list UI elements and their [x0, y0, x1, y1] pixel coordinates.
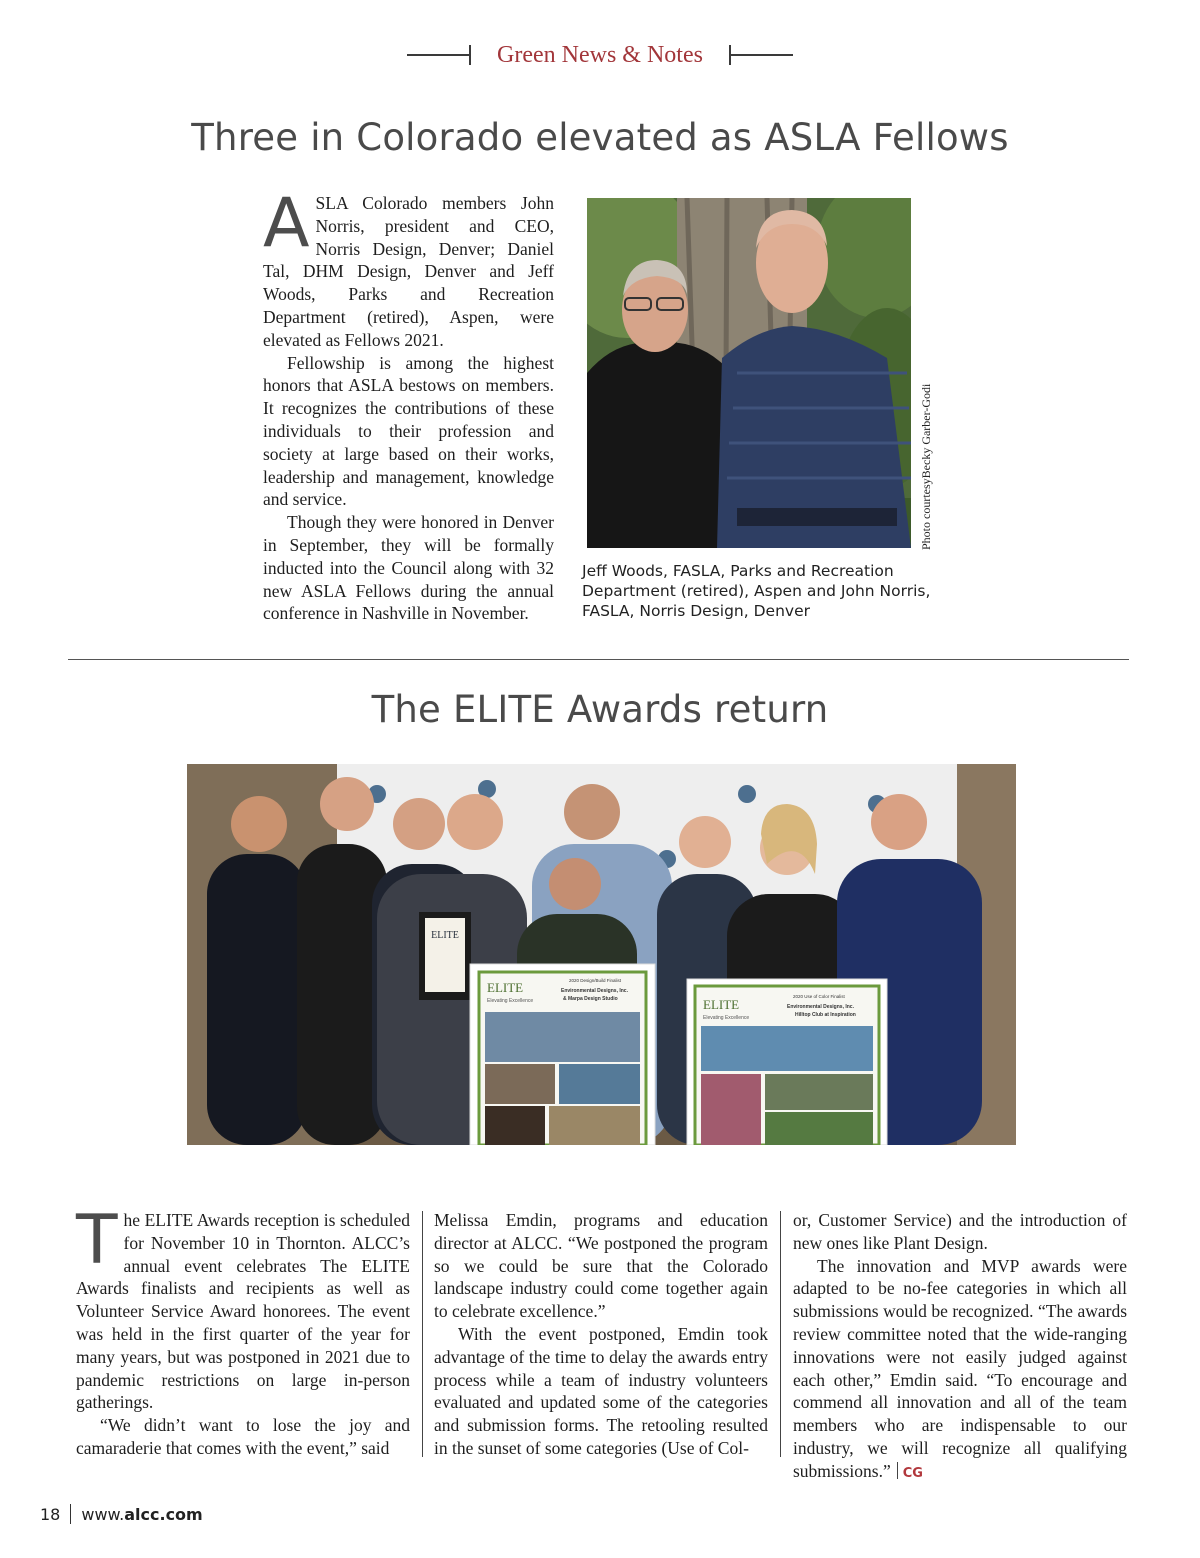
article-body-asla [263, 184, 554, 625]
section-header [0, 38, 1200, 72]
board-left-line1: 2020 Design/Build Finalist [569, 978, 622, 983]
paragraph: Fellowship is among the highest honors that ASLA bestows on members. It recognizes the contributions of these individuals to their profession and society at large based on their works, leadership and management, knowledge and service. [263, 352, 554, 510]
text-column-1 [76, 1201, 410, 1460]
board-left-line2: Environmental Designs, Inc. [561, 988, 628, 994]
article-title-elite: The ELITE Awards return [371, 688, 829, 731]
paragraph: ASLA Colorado members John Norris, president and CEO, Norris Design, Denver; Daniel Tal, DHM Design, Denver and Jeff Woods, Parks and Recreation Department (retired), Aspen, were elevated as Fellows 2021. [263, 184, 554, 350]
footer-site-link[interactable]: alcc.com [124, 1504, 203, 1524]
paragraph: Though they were honored in Denver in September, they will be formally inducted into the Council along with 32 new ASLA Fellows during the annual conference in Nashville in November. [263, 512, 554, 624]
footer-separator [70, 1504, 71, 1524]
photo-credit: Photo courtesyBecky Garber-Godi [919, 383, 933, 550]
header-rule-left [407, 45, 471, 65]
board-right-tag: Elevating Excellence [703, 1015, 750, 1021]
paragraph: or, Customer Service) and the introduction of new ones like Plant Design. [793, 1210, 1127, 1253]
board-left-brand: ELITE [487, 980, 524, 995]
page-footer [40, 1502, 203, 1526]
board-left-tag: Elevating Excellence [487, 998, 534, 1004]
text-column-2 [434, 1209, 768, 1460]
column-rule [422, 1211, 423, 1457]
end-mark-rule [897, 1462, 898, 1479]
photo-fellows [587, 198, 911, 548]
board-right-line3: Hilltop Club at Inspiration [795, 1012, 856, 1018]
drop-cap: A [263, 184, 310, 263]
end-mark: CG [902, 1465, 923, 1481]
drop-cap: T [76, 1201, 118, 1280]
footer-site-prefix: www. [81, 1504, 125, 1524]
board-right-line1: 2020 Use of Color Finalist [793, 994, 845, 999]
paragraph: With the event postponed, Emdin took advantage of the time to delay the awards entry process while a team of industry volunteers evaluated and updated some of the categories and submission forms. The retooling resulted in the sunset of some categories (Use of Col- [434, 1323, 768, 1458]
column-rule [780, 1211, 781, 1457]
article-body-elite [0, 1201, 1200, 1481]
section-title: Green News & Notes [497, 41, 703, 68]
board-left-line3: & Marpa Design Studio [563, 996, 618, 1002]
page-number: 18 [40, 1504, 61, 1524]
text-column-3 [793, 1209, 1127, 1486]
photo-caption: Jeff Woods, FASLA, Parks and Recreation Department (retired), Aspen and John Norris, FASLA, Norris Design, Denver [582, 562, 931, 620]
paragraph: “We didn’t want to lose the joy and camaraderie that comes with the event,” said [76, 1415, 410, 1458]
photo-elite-group [187, 764, 1016, 1145]
board-right-brand: ELITE [703, 997, 740, 1012]
plaque-label: ELITE [431, 930, 459, 941]
article-title-asla: Three in Colorado elevated as ASLA Fellows [191, 116, 1009, 159]
paragraph: Melissa Emdin, programs and education director at ALCC. “We postponed the program so we could be sure that the Colorado landscape industry could come together again to celebrate excellence.” [434, 1210, 768, 1322]
paragraph: The ELITE Awards reception is scheduled for November 10 in Thornton. ALCC’s annual event celebrates The ELITE Awards finalists and recipients as well as Volunteer Service Award honorees. The event was held in the first quarter of the year for many years, but was postponed in 2021 due to pandemic restrictions on large in-person gatherings. [76, 1201, 410, 1413]
header-rule-right [729, 45, 793, 65]
board-right-line2: Environmental Designs, Inc. [787, 1004, 854, 1010]
paragraph: The innovation and MVP awards were adapted to be no-fee categories in which all submissions would be recognized. “The awards review committee noted that the wide-ranging innovations were not easily judged against each other,” Emdin said. “To encourage and commend all innovation and all of the team members who are indispensable to our industry, we will recognize all qualifying submissions.” CG [793, 1255, 1127, 1481]
section-divider [68, 659, 1129, 660]
